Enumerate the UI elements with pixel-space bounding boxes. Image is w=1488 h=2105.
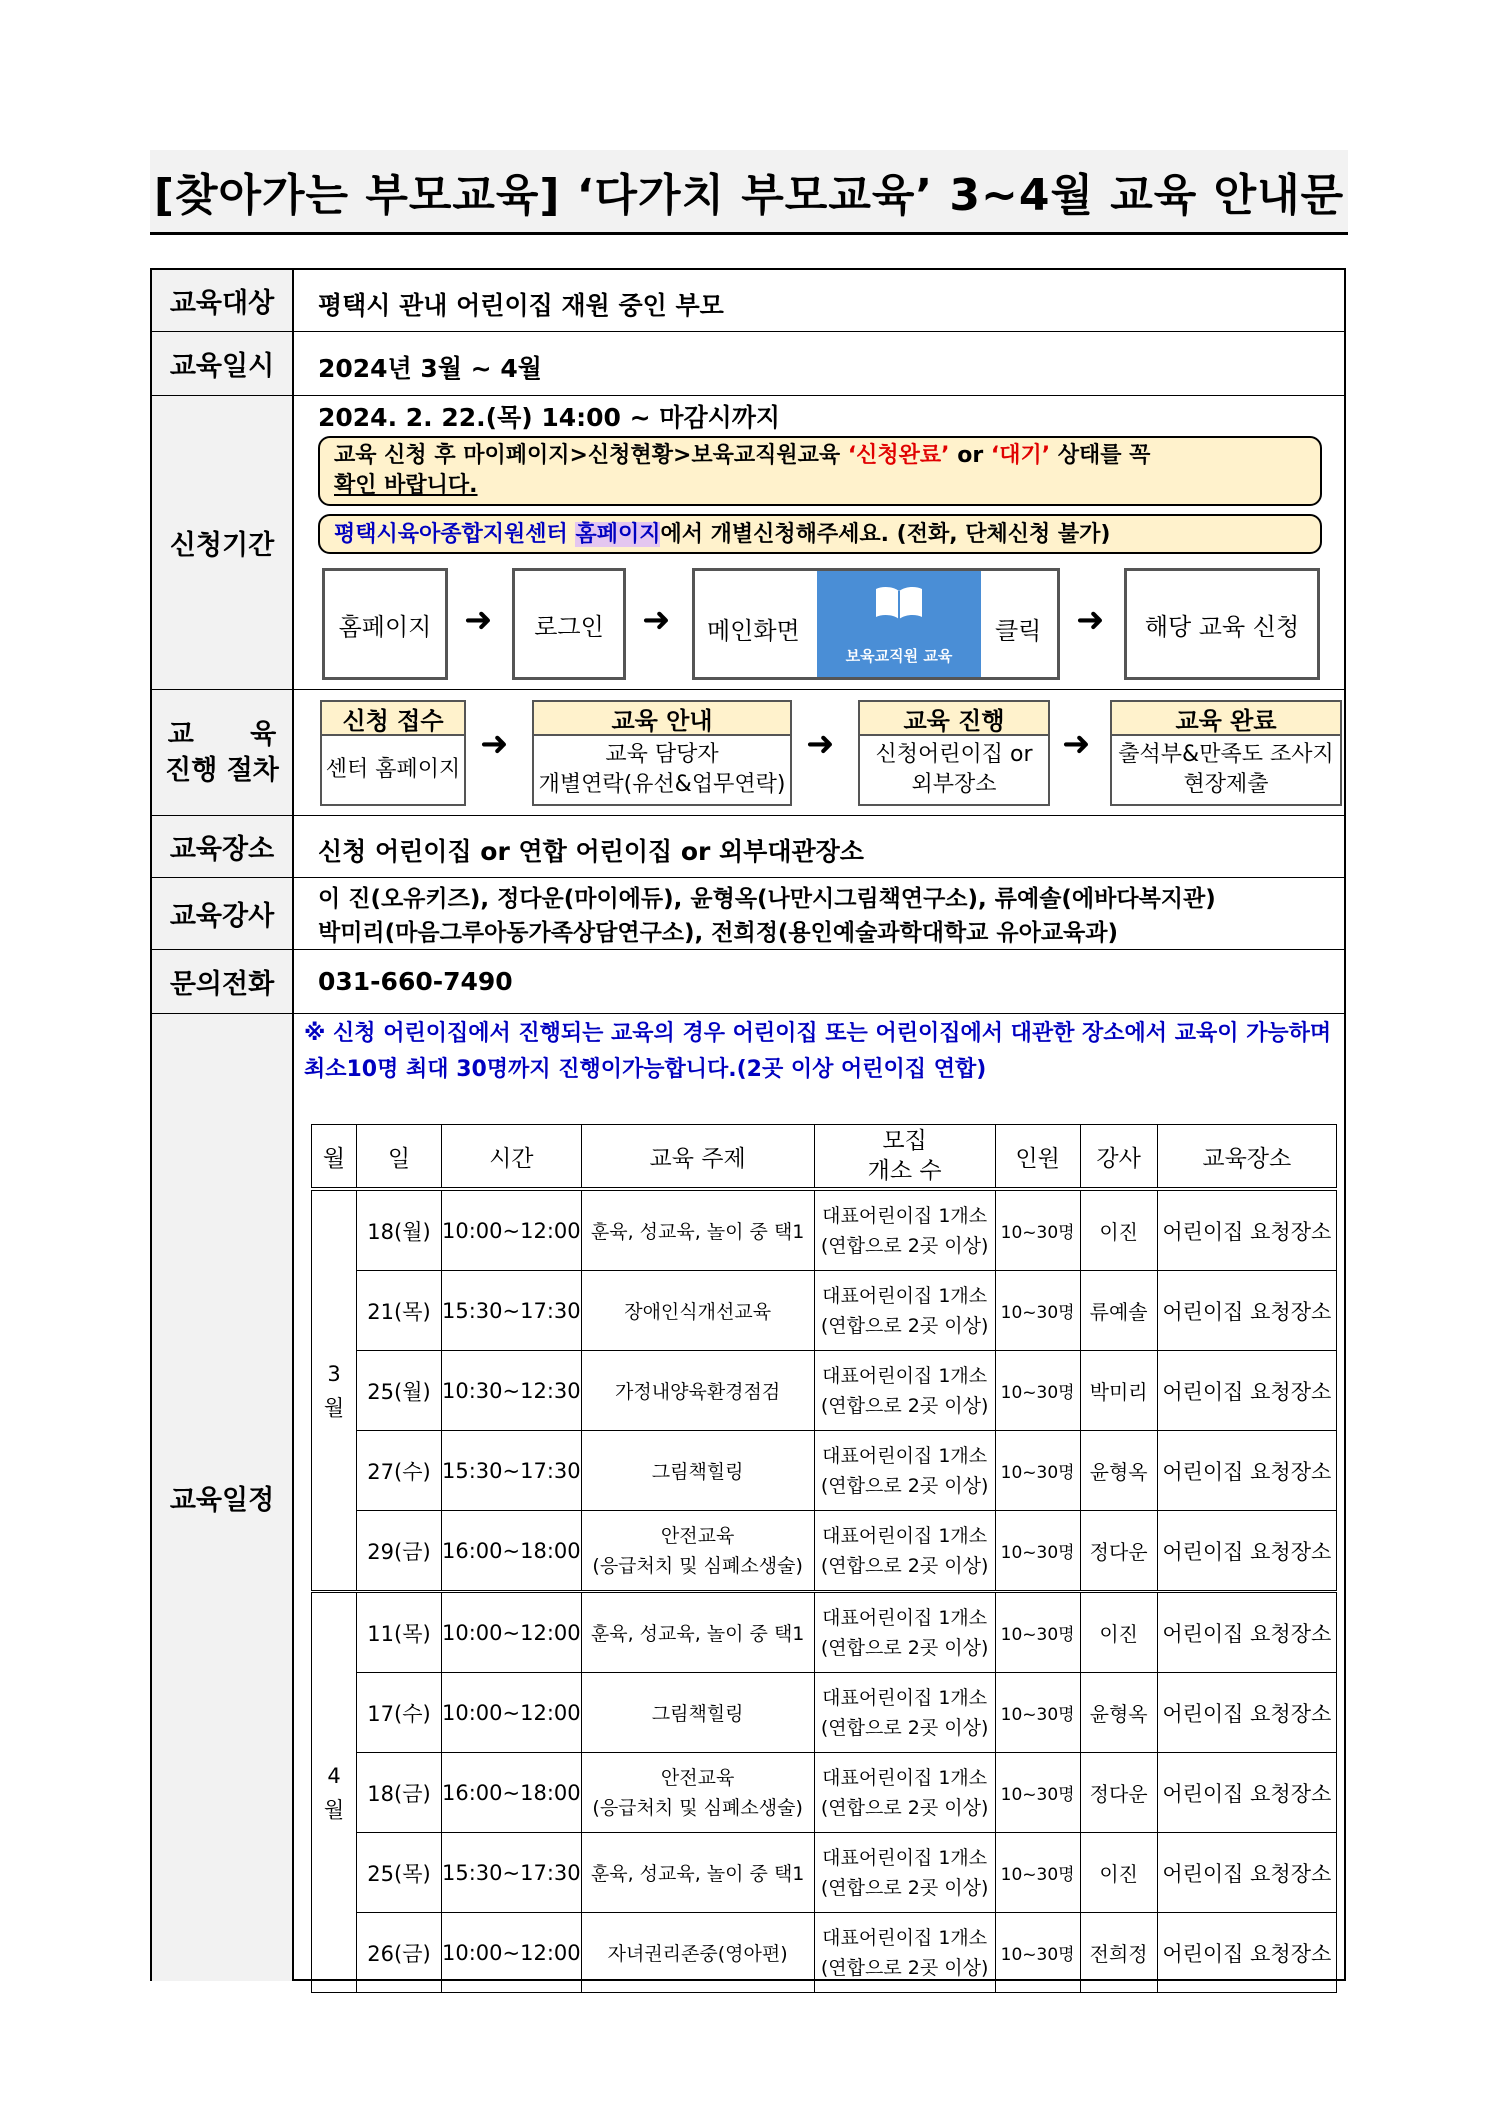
apply-note-homepage xyxy=(318,514,1322,554)
table-row xyxy=(312,1431,1337,1511)
cell-lecturer: 이진 xyxy=(1080,1592,1157,1673)
step-main-screen xyxy=(692,568,1060,680)
cell-lecturer: 정다운 xyxy=(1080,1511,1157,1592)
table-row xyxy=(312,1673,1337,1753)
cell-people: 10~30명 xyxy=(995,1351,1080,1431)
cell-day: 25(월) xyxy=(357,1351,442,1431)
label-process-1: 교 육 xyxy=(167,718,277,750)
table-row xyxy=(312,1271,1337,1351)
count-line: 대표어린이집 1개소 xyxy=(822,1926,988,1949)
cell-time: 10:00~12:00 xyxy=(442,1189,582,1271)
cell-count xyxy=(814,1351,995,1431)
row-instructors xyxy=(152,878,1346,950)
label-target: 교육대상 xyxy=(152,270,294,331)
count-line: (연합으로 2곳 이상) xyxy=(820,1876,989,1899)
count-line: (연합으로 2곳 이상) xyxy=(820,1956,989,1979)
process-step-guide xyxy=(532,700,792,806)
table-row xyxy=(312,1592,1337,1673)
count-line: 대표어린이집 1개소 xyxy=(822,1204,988,1227)
book-icon xyxy=(874,583,924,623)
edu-banner-label: 보육교직원 교육 xyxy=(845,647,953,665)
topic-line: 안전교육 xyxy=(660,1766,735,1789)
row-schedule xyxy=(152,1014,1346,1981)
cell-people: 10~30명 xyxy=(995,1511,1080,1592)
row-apply xyxy=(152,396,1346,690)
cell-topic: 가정내양육환경점검 xyxy=(581,1351,814,1431)
table-row xyxy=(312,1351,1337,1431)
cell-count xyxy=(814,1833,995,1913)
table-row xyxy=(312,1189,1337,1271)
note1-confirm: 확인 바랍니다. xyxy=(334,473,478,498)
cell-topic xyxy=(581,1753,814,1833)
label-process-2: 진행 절차 xyxy=(165,754,279,786)
col-month: 월 xyxy=(312,1125,357,1190)
topic-line: 안전교육 xyxy=(660,1524,735,1547)
cell-lecturer: 류예솔 xyxy=(1080,1271,1157,1351)
cell-place: 어린이집 요청장소 xyxy=(1157,1913,1336,1993)
value-target: 평택시 관내 어린이집 재원 중인 부모 xyxy=(318,291,724,320)
topic-line: (응급처치 및 심폐소생술) xyxy=(592,1796,803,1819)
label-contact: 문의전화 xyxy=(152,950,294,1013)
count-line: 대표어린이집 1개소 xyxy=(822,1606,988,1629)
count-line: (연합으로 2곳 이상) xyxy=(820,1314,989,1337)
arrow-icon: ➜ xyxy=(1062,724,1091,764)
process-step-text: 개별연락(유선&업무연락) xyxy=(538,772,786,797)
cell-place: 어린이집 요청장소 xyxy=(1157,1753,1336,1833)
cell-lecturer: 이진 xyxy=(1080,1189,1157,1271)
cell-day: 25(목) xyxy=(357,1833,442,1913)
cell-topic: 훈육, 성교육, 놀이 중 택1 xyxy=(581,1592,814,1673)
col-count-1: 모집 xyxy=(882,1128,927,1154)
arrow-icon: ➜ xyxy=(806,724,835,764)
count-line: (연합으로 2곳 이상) xyxy=(820,1234,989,1257)
row-contact xyxy=(152,950,1346,1014)
cell-topic: 그림책힐링 xyxy=(581,1673,814,1753)
cell-people: 10~30명 xyxy=(995,1592,1080,1673)
topic-line: (응급처치 및 심폐소생술) xyxy=(592,1554,803,1577)
month-unit: 월 xyxy=(323,1395,345,1420)
cell-people: 10~30명 xyxy=(995,1431,1080,1511)
note1-text: 교육 신청 후 마이페이지>신청현황>보육교직원교육 xyxy=(334,443,848,468)
step-homepage: 홈페이지 xyxy=(322,568,448,680)
value-place: 신청 어린이집 or 연합 어린이집 or 외부대관장소 xyxy=(318,837,864,866)
label-process xyxy=(152,690,294,815)
info-table xyxy=(150,268,1346,1981)
cell-count xyxy=(814,1753,995,1833)
note2-rest: 에서 개별신청해주세요. (전화, 단체신청 불가) xyxy=(660,522,1111,547)
cell-people: 10~30명 xyxy=(995,1673,1080,1753)
cell-place: 어린이집 요청장소 xyxy=(1157,1833,1336,1913)
process-step-text: 교육 담당자 xyxy=(605,742,719,767)
cell-place: 어린이집 요청장소 xyxy=(1157,1271,1336,1351)
count-line: 대표어린이집 1개소 xyxy=(822,1444,988,1467)
cell-day: 29(금) xyxy=(357,1511,442,1592)
cell-topic: 그림책힐링 xyxy=(581,1431,814,1511)
count-line: 대표어린이집 1개소 xyxy=(822,1284,988,1307)
count-line: (연합으로 2곳 이상) xyxy=(820,1474,989,1497)
title-text: [찾아가는 부모교육] ‘다가치 부모교육’ 3~4월 교육 안내문 xyxy=(153,170,1345,221)
cell-topic: 훈육, 성교육, 놀이 중 택1 xyxy=(581,1189,814,1271)
cell-place: 어린이집 요청장소 xyxy=(1157,1673,1336,1753)
process-step-head: 교육 진행 xyxy=(860,702,1048,736)
count-line: 대표어린이집 1개소 xyxy=(822,1686,988,1709)
cell-people: 10~30명 xyxy=(995,1189,1080,1271)
cell-time: 16:00~18:00 xyxy=(442,1511,582,1592)
cell-count xyxy=(814,1673,995,1753)
cell-time: 10:00~12:00 xyxy=(442,1592,582,1673)
instructors-line1: 이 진(오유키즈), 정다운(마이에듀), 윤형옥(나만시그림책연구소), 류예솔(에바다복지관) xyxy=(318,886,1216,912)
schedule-table xyxy=(311,1124,1337,1993)
arrow-icon: ➜ xyxy=(1076,600,1105,640)
count-line: (연합으로 2곳 이상) xyxy=(820,1796,989,1819)
cell-time: 10:00~12:00 xyxy=(442,1913,582,1993)
col-count-2: 개소 수 xyxy=(867,1158,942,1184)
step-main-label: 메인화면 xyxy=(707,617,800,645)
table-row xyxy=(312,1753,1337,1833)
cell-day: 18(월) xyxy=(357,1189,442,1271)
cell-place: 어린이집 요청장소 xyxy=(1157,1592,1336,1673)
cell-count xyxy=(814,1913,995,1993)
cell-people: 10~30명 xyxy=(995,1753,1080,1833)
cell-topic: 훈육, 성교육, 놀이 중 택1 xyxy=(581,1833,814,1913)
page-title xyxy=(150,150,1348,235)
note2-center: 평택시육아종합지원센터 xyxy=(334,522,576,547)
cell-time: 15:30~17:30 xyxy=(442,1833,582,1913)
cell-month xyxy=(312,1189,357,1592)
col-count xyxy=(814,1125,995,1190)
cell-count xyxy=(814,1592,995,1673)
cell-count xyxy=(814,1189,995,1271)
process-step-text: 출석부&만족도 조사지 xyxy=(1118,742,1334,767)
process-step-text: 외부장소 xyxy=(911,772,997,797)
cell-time: 15:30~17:30 xyxy=(442,1271,582,1351)
step-click-label: 클릭 xyxy=(995,617,1042,645)
cell-count xyxy=(814,1511,995,1592)
col-lecturer: 강사 xyxy=(1080,1125,1157,1190)
label-place: 교육장소 xyxy=(152,816,294,877)
cell-topic: 장애인식개선교육 xyxy=(581,1271,814,1351)
cell-count xyxy=(814,1431,995,1511)
row-place xyxy=(152,816,1346,878)
count-line: 대표어린이집 1개소 xyxy=(822,1846,988,1869)
cell-day: 17(수) xyxy=(357,1673,442,1753)
process-step-head: 교육 안내 xyxy=(534,702,790,736)
note1-tail: 상태를 꼭 xyxy=(1050,443,1151,468)
process-step-head: 교육 완료 xyxy=(1112,702,1340,736)
cell-day: 11(목) xyxy=(357,1592,442,1673)
schedule-notice-2: 최소10명 최대 30명까지 진행이가능합니다.(2곳 이상 어린이집 연합) xyxy=(304,1057,987,1082)
edu-banner xyxy=(817,571,981,677)
cell-time: 10:30~12:30 xyxy=(442,1351,582,1431)
cell-count xyxy=(814,1271,995,1351)
note1-complete: ‘신청완료’ xyxy=(847,443,950,468)
cell-lecturer: 정다운 xyxy=(1080,1753,1157,1833)
process-step-apply xyxy=(320,700,466,806)
cell-lecturer: 윤형옥 xyxy=(1080,1431,1157,1511)
value-period: 2024년 3월 ~ 4월 xyxy=(318,354,542,383)
cell-topic: 자녀권리존중(영아편) xyxy=(581,1913,814,1993)
cell-topic xyxy=(581,1511,814,1592)
cell-lecturer: 이진 xyxy=(1080,1833,1157,1913)
cell-lecturer: 윤형옥 xyxy=(1080,1673,1157,1753)
count-line: (연합으로 2곳 이상) xyxy=(820,1636,989,1659)
apply-date: 2024. 2. 22.(목) 14:00 ~ 마감시까지 xyxy=(318,403,781,432)
cell-place: 어린이집 요청장소 xyxy=(1157,1351,1336,1431)
cell-place: 어린이집 요청장소 xyxy=(1157,1189,1336,1271)
schedule-header-row xyxy=(312,1125,1337,1190)
count-line: 대표어린이집 1개소 xyxy=(822,1524,988,1547)
cell-day: 26(금) xyxy=(357,1913,442,1993)
process-step-text: 현장제출 xyxy=(1183,772,1269,797)
arrow-icon: ➜ xyxy=(480,724,509,764)
table-row xyxy=(312,1833,1337,1913)
col-place: 교육장소 xyxy=(1157,1125,1336,1190)
row-period xyxy=(152,332,1346,396)
col-people: 인원 xyxy=(995,1125,1080,1190)
note2-homepage: 홈페이지 xyxy=(575,522,661,547)
count-line: 대표어린이집 1개소 xyxy=(822,1766,988,1789)
table-row xyxy=(312,1511,1337,1592)
label-apply: 신청기간 xyxy=(152,396,294,689)
col-time: 시간 xyxy=(442,1125,582,1190)
label-schedule: 교육일정 xyxy=(152,1014,294,1981)
process-step-head: 신청 접수 xyxy=(322,702,464,736)
instructors-line2: 박미리(마음그루아동가족상담연구소), 전희정(용인예술과학대학교 유아교육과) xyxy=(318,920,1118,946)
cell-people: 10~30명 xyxy=(995,1913,1080,1993)
process-step-text: 신청어린이집 or xyxy=(875,742,1033,767)
table-row xyxy=(312,1913,1337,1993)
cell-month xyxy=(312,1592,357,1993)
schedule-notice-1: ※ 신청 어린이집에서 진행되는 교육의 경우 어린이집 또는 어린이집에서 대관한 장소에서 교육이 가능하며 xyxy=(304,1021,1332,1046)
value-contact: 031-660-7490 xyxy=(318,967,513,996)
cell-day: 21(목) xyxy=(357,1271,442,1351)
cell-lecturer: 전희정 xyxy=(1080,1913,1157,1993)
row-target xyxy=(152,270,1346,332)
label-instructors: 교육강사 xyxy=(152,878,294,949)
cell-people: 10~30명 xyxy=(995,1271,1080,1351)
step-apply-course: 해당 교육 신청 xyxy=(1124,568,1320,680)
label-period: 교육일시 xyxy=(152,332,294,395)
note1-wait: ‘대기’ xyxy=(990,443,1051,468)
cell-place: 어린이집 요청장소 xyxy=(1157,1431,1336,1511)
count-line: (연합으로 2곳 이상) xyxy=(820,1716,989,1739)
count-line: 대표어린이집 1개소 xyxy=(822,1364,988,1387)
col-topic: 교육 주제 xyxy=(581,1125,814,1190)
cell-day: 27(수) xyxy=(357,1431,442,1511)
count-line: (연합으로 2곳 이상) xyxy=(820,1394,989,1417)
cell-time: 16:00~18:00 xyxy=(442,1753,582,1833)
month-number: 3 xyxy=(327,1361,341,1386)
cell-day: 18(금) xyxy=(357,1753,442,1833)
cell-time: 15:30~17:30 xyxy=(442,1431,582,1511)
col-day: 일 xyxy=(357,1125,442,1190)
row-process xyxy=(152,690,1346,816)
process-step-run xyxy=(858,700,1050,806)
month-unit: 월 xyxy=(323,1797,345,1822)
cell-people: 10~30명 xyxy=(995,1833,1080,1913)
arrow-icon: ➜ xyxy=(642,600,671,640)
apply-note-status xyxy=(318,436,1322,506)
cell-time: 10:00~12:00 xyxy=(442,1673,582,1753)
note1-or: or xyxy=(949,443,991,468)
month-number: 4 xyxy=(327,1763,341,1788)
cell-lecturer: 박미리 xyxy=(1080,1351,1157,1431)
cell-place: 어린이집 요청장소 xyxy=(1157,1511,1336,1592)
arrow-icon: ➜ xyxy=(464,600,493,640)
process-step-text: 센터 홈페이지 xyxy=(325,757,461,782)
count-line: (연합으로 2곳 이상) xyxy=(820,1554,989,1577)
step-login: 로그인 xyxy=(512,568,626,680)
process-step-done xyxy=(1110,700,1342,806)
